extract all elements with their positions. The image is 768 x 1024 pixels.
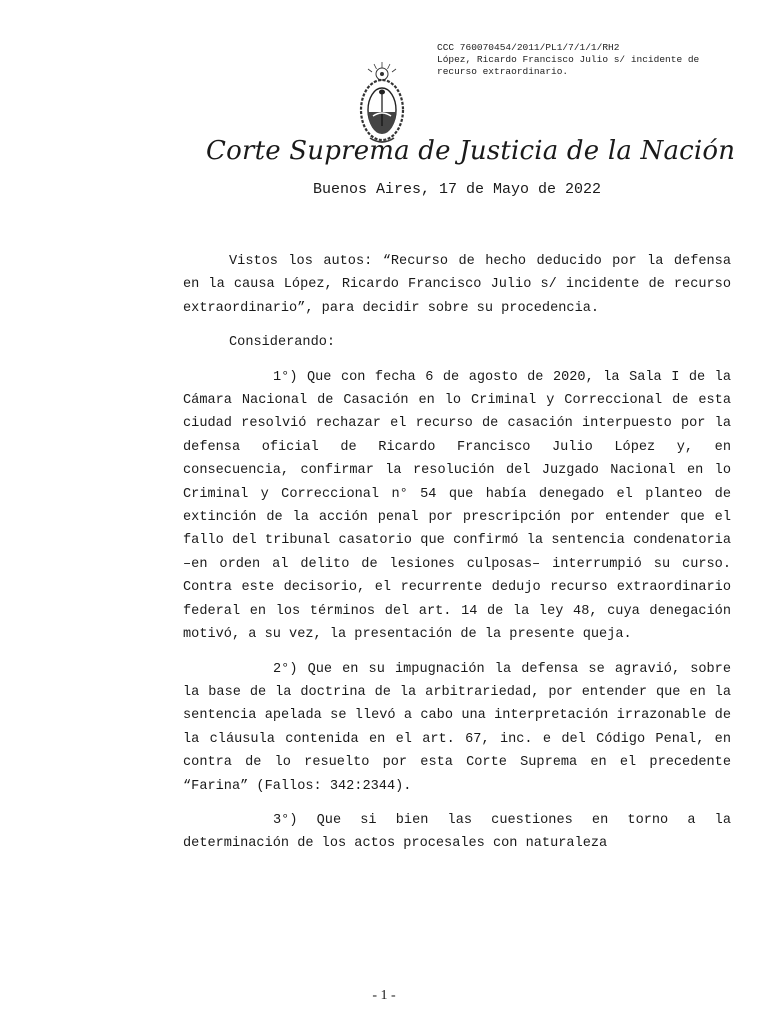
case-caption-line-1: López, Ricardo Francisco Julio s/ incidente de [437,54,700,65]
case-header [437,42,747,78]
coat-of-arms-icon [358,60,406,148]
paragraph-3: 3°) Que si bien las cuestiones en torno a la determinación de los actos procesales con naturaleza [183,812,731,852]
paragraph-vistos: Vistos los autos: “Recurso de hecho deducido por la defensa en la causa López, Ricardo Francisco Julio s/ incidente de recurso extraordinario”, para decidir sobre su procedencia. [183,254,731,316]
paragraph-considerando: Considerando: [229,335,336,351]
court-name: Corte Suprema de Justicia de la Nación [206,136,736,166]
case-reference: CCC 760070454/2011/PL1/7/1/1/RH2 [437,42,620,53]
paragraph-2: 2°) Que en su impugnación la defensa se agravió, sobre la base de la doctrina de la arbitrariedad, por entender que en la sentencia apelada se llevó a cabo una interpretación irrazonable de la cláusula contenida en el art. 67, inc. e del Código Penal, en contra de lo resuelto por esta Corte Suprema en el precedente “Farina” (Fallos: 342:2344). [183,661,731,794]
paragraph-1: 1°) Que con fecha 6 de agosto de 2020, la Sala I de la Cámara Nacional de Casación en lo Criminal y Correccional de esta ciudad resolvió rechazar el recurso de casación interpuesto por la defensa oficial de Ricardo Francisco Julio López y, en consecuencia, confirmar la resolución del Juzgado Nacional en lo Criminal y Correccional n° 54 que había denegado el planteo de extinción de la acción penal por prescripción por entender que el fallo del tribunal casatorio que confirmó la sentencia condenatoria –en orden al delito de lesiones culposas– interrumpió su curso. Contra este decisorio, el recurrente dedujo recurso extraordinario federal en los términos del art. 14 de la ley 48, cuya denegación motivó, a su vez, la presentación de la presente queja. [183,369,731,643]
document-date: Buenos Aires, 17 de Mayo de 2022 [313,181,602,198]
page-number: - 1 - [372,988,396,1003]
case-caption-line-2: recurso extraordinario. [437,66,569,77]
document-body [183,250,731,867]
